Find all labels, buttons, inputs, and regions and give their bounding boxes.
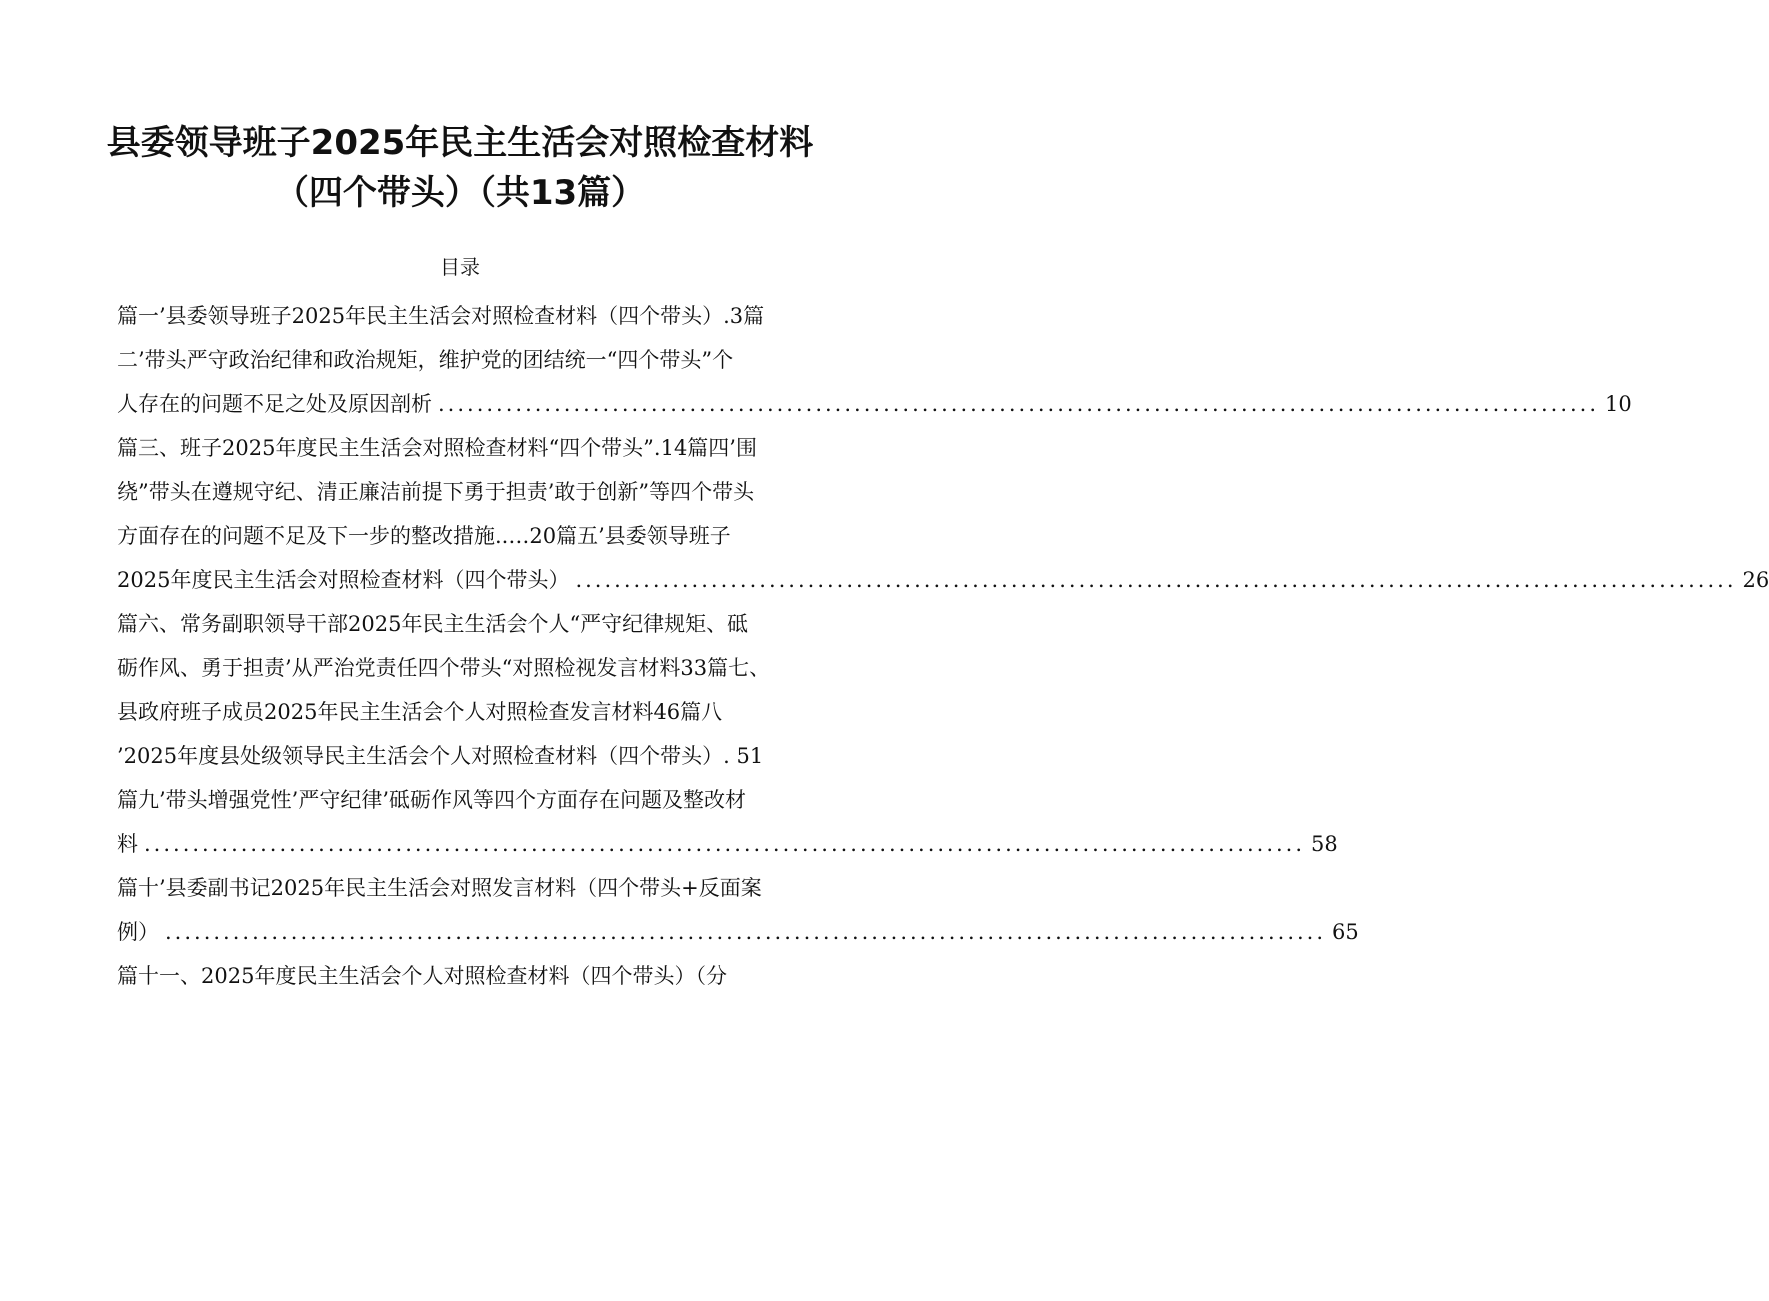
toc-line-text: 2025年度民主生活会对照检查材料（四个带头） <box>117 568 570 592</box>
toc-line <box>117 778 829 822</box>
toc-line <box>117 690 829 734</box>
toc-line-text: 篇十’县委副书记2025年民主生活会对照发言材料（四个带头+反面案 <box>117 876 762 900</box>
table-of-contents <box>117 294 1769 998</box>
toc-page-number: 10 <box>1605 392 1632 416</box>
toc-line-text: 篇一’县委领导班子2025年民主生活会对照检查材料（四个带头）.3篇 <box>117 304 765 328</box>
toc-line-text: 例） <box>117 920 159 944</box>
toc-leader-dots: ........................................................................................................................ <box>438 392 1600 416</box>
toc-line <box>117 338 829 382</box>
toc-line <box>117 822 1338 866</box>
toc-line <box>117 910 1359 954</box>
toc-line <box>117 866 829 910</box>
toc-line-text: 篇六、常务副职领导干部2025年民主生活会个人“严守纪律规矩、砥 <box>117 612 749 636</box>
document-title-line-2: （四个带头）（共13篇） <box>274 173 646 213</box>
toc-line-text: 方面存在的问题不足及下一步的整改措施..…20篇五’县委领导班子 <box>117 524 731 548</box>
toc-line <box>117 602 829 646</box>
toc-leader-dots: ........................................................................................................................ <box>575 568 1737 592</box>
toc-leader-dots: ........................................................................................................................ <box>144 832 1306 856</box>
toc-line-text: 篇九’带头增强党性’严守纪律’砥砺作风等四个方面存在问题及整改材 <box>117 788 747 812</box>
toc-line-text: 篇十一、2025年度民主生活会个人对照检查材料（四个带头）（分 <box>117 964 727 988</box>
document-title-line-1: 县委领导班子2025年民主生活会对照检查材料 <box>106 123 814 163</box>
toc-line-text: ’2025年度县处级领导民主生活会个人对照检查材料（四个带头）. 51 <box>117 744 764 768</box>
toc-line-text: 料 <box>117 832 138 856</box>
toc-leader-dots: ........................................................................................................................ <box>165 920 1327 944</box>
toc-line-text: 县政府班子成员2025年民主生活会个人对照检查发言材料46篇八 <box>117 700 723 724</box>
toc-line-text: 篇三、班子2025年度民主生活会对照检查材料“四个带头”.14篇四’围 <box>117 436 757 460</box>
toc-line <box>117 646 829 690</box>
toc-line-text: 二’带头严守政治纪律和政治规矩，维护党的团结统一“四个带头”个 <box>117 348 734 372</box>
toc-line <box>117 382 1632 426</box>
toc-page-number: 65 <box>1332 920 1359 944</box>
toc-line <box>117 954 829 998</box>
toc-line <box>117 294 829 338</box>
toc-line <box>117 734 829 778</box>
toc-line-text: 绕”带头在遵规守纪、清正廉洁前提下勇于担责’敢于创新”等四个带头 <box>117 480 755 504</box>
toc-heading: 目录 <box>440 255 480 279</box>
toc-line <box>117 514 829 558</box>
toc-page-number: 26 <box>1742 568 1769 592</box>
toc-line-text: 砺作风、勇于担责’从严治党责任四个带头“对照检视发言材料33篇七、 <box>117 656 771 680</box>
toc-line-text: 人存在的问题不足之处及原因剖析 <box>117 392 432 416</box>
toc-page-number: 58 <box>1311 832 1338 856</box>
toc-line <box>117 558 1769 602</box>
toc-line <box>117 470 829 514</box>
toc-line <box>117 426 829 470</box>
